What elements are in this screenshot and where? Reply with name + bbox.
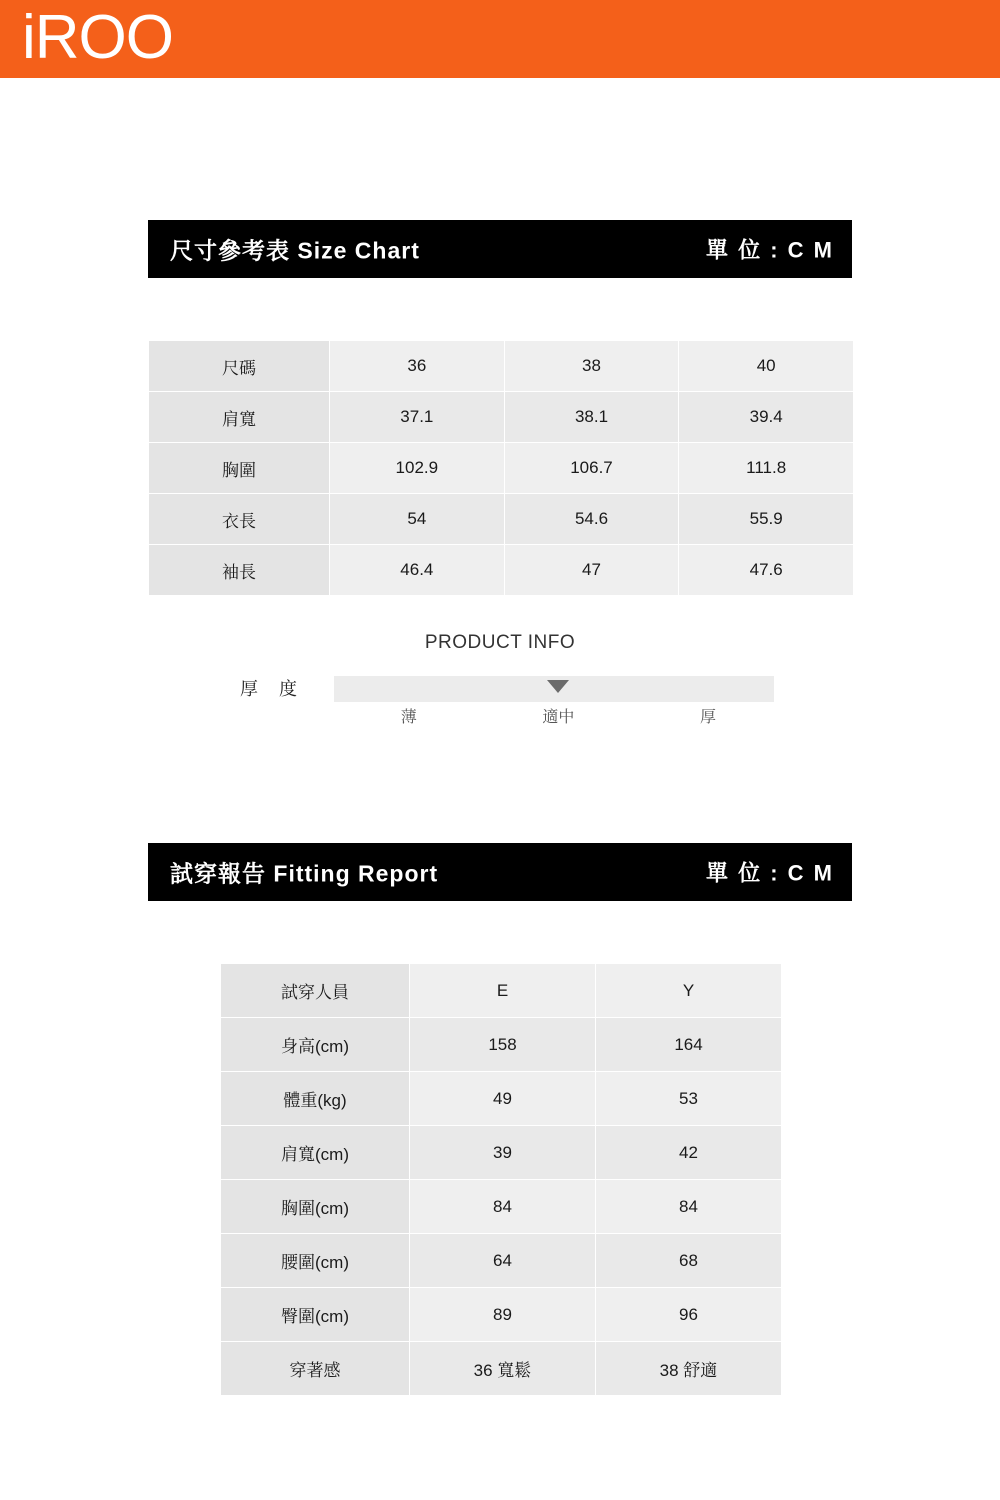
table-row xyxy=(221,1234,782,1288)
row-label: 身高(cm) xyxy=(221,1018,410,1072)
table-row xyxy=(221,964,782,1018)
brand-logo: iROO xyxy=(22,3,173,72)
row-label: 袖長 xyxy=(149,545,330,596)
cell: 53 xyxy=(596,1072,782,1126)
cell: 39 xyxy=(410,1126,596,1180)
cell: 54.6 xyxy=(504,494,679,545)
cell: 40 xyxy=(679,341,854,392)
cell: 54 xyxy=(330,494,505,545)
row-label: 臀圍(cm) xyxy=(221,1288,410,1342)
row-label: 體重(kg) xyxy=(221,1072,410,1126)
table-row xyxy=(149,392,854,443)
cell: 42 xyxy=(596,1126,782,1180)
cell: 68 xyxy=(596,1234,782,1288)
cell: 89 xyxy=(410,1288,596,1342)
cell: 49 xyxy=(410,1072,596,1126)
thickness-indicator xyxy=(240,676,860,726)
fitting-report-header xyxy=(148,843,852,901)
cell: 84 xyxy=(410,1180,596,1234)
row-label: 試穿人員 xyxy=(221,964,410,1018)
table-row xyxy=(149,341,854,392)
cell: E xyxy=(410,964,596,1018)
size-chart-header xyxy=(148,220,852,278)
table-row xyxy=(221,1072,782,1126)
table-row xyxy=(221,1342,782,1396)
cell: 106.7 xyxy=(504,443,679,494)
row-label: 肩寬 xyxy=(149,392,330,443)
thickness-scale-medium: 適中 xyxy=(542,709,575,726)
table-row xyxy=(149,494,854,545)
table-row xyxy=(221,1018,782,1072)
cell: 36 寬鬆 xyxy=(410,1342,596,1396)
row-label: 衣長 xyxy=(149,494,330,545)
thickness-track xyxy=(334,676,774,702)
cell: 158 xyxy=(410,1018,596,1072)
row-label: 尺碼 xyxy=(149,341,330,392)
cell: 47 xyxy=(504,545,679,596)
product-info-title: PRODUCT INFO xyxy=(424,632,576,653)
cell: 102.9 xyxy=(330,443,505,494)
row-label: 肩寬(cm) xyxy=(221,1126,410,1180)
cell: 164 xyxy=(596,1018,782,1072)
fitting-report-table xyxy=(220,963,782,1396)
cell: 38 舒適 xyxy=(596,1342,782,1396)
row-label: 胸圍 xyxy=(149,443,330,494)
cell: 39.4 xyxy=(679,392,854,443)
cell: 55.9 xyxy=(679,494,854,545)
thickness-marker-icon xyxy=(547,680,569,693)
thickness-scale-thin: 薄 xyxy=(400,709,417,726)
cell: 96 xyxy=(596,1288,782,1342)
cell: Y xyxy=(596,964,782,1018)
row-label: 腰圍(cm) xyxy=(221,1234,410,1288)
cell: 36 xyxy=(330,341,505,392)
fitting-report-unit: 單 位 : C M xyxy=(706,860,834,886)
cell: 84 xyxy=(596,1180,782,1234)
table-row xyxy=(149,545,854,596)
row-label: 穿著感 xyxy=(221,1342,410,1396)
size-chart-table xyxy=(148,340,854,596)
thickness-scale-thick: 厚 xyxy=(699,709,717,726)
table-row xyxy=(221,1126,782,1180)
fitting-report-title: 試穿報告 Fitting Report xyxy=(170,860,439,887)
cell: 37.1 xyxy=(330,392,505,443)
table-row xyxy=(221,1180,782,1234)
row-label: 胸圍(cm) xyxy=(221,1180,410,1234)
brand-header-bar xyxy=(0,0,1000,78)
table-row xyxy=(149,443,854,494)
size-chart-unit: 單 位 : C M xyxy=(706,237,834,263)
thickness-scale xyxy=(334,704,774,728)
cell: 38.1 xyxy=(504,392,679,443)
cell: 38 xyxy=(504,341,679,392)
table-row xyxy=(221,1288,782,1342)
cell: 64 xyxy=(410,1234,596,1288)
size-chart-title: 尺寸參考表 Size Chart xyxy=(170,237,420,264)
cell: 47.6 xyxy=(679,545,854,596)
thickness-label: 厚 度 xyxy=(240,679,306,699)
cell: 111.8 xyxy=(679,443,854,494)
cell: 46.4 xyxy=(330,545,505,596)
